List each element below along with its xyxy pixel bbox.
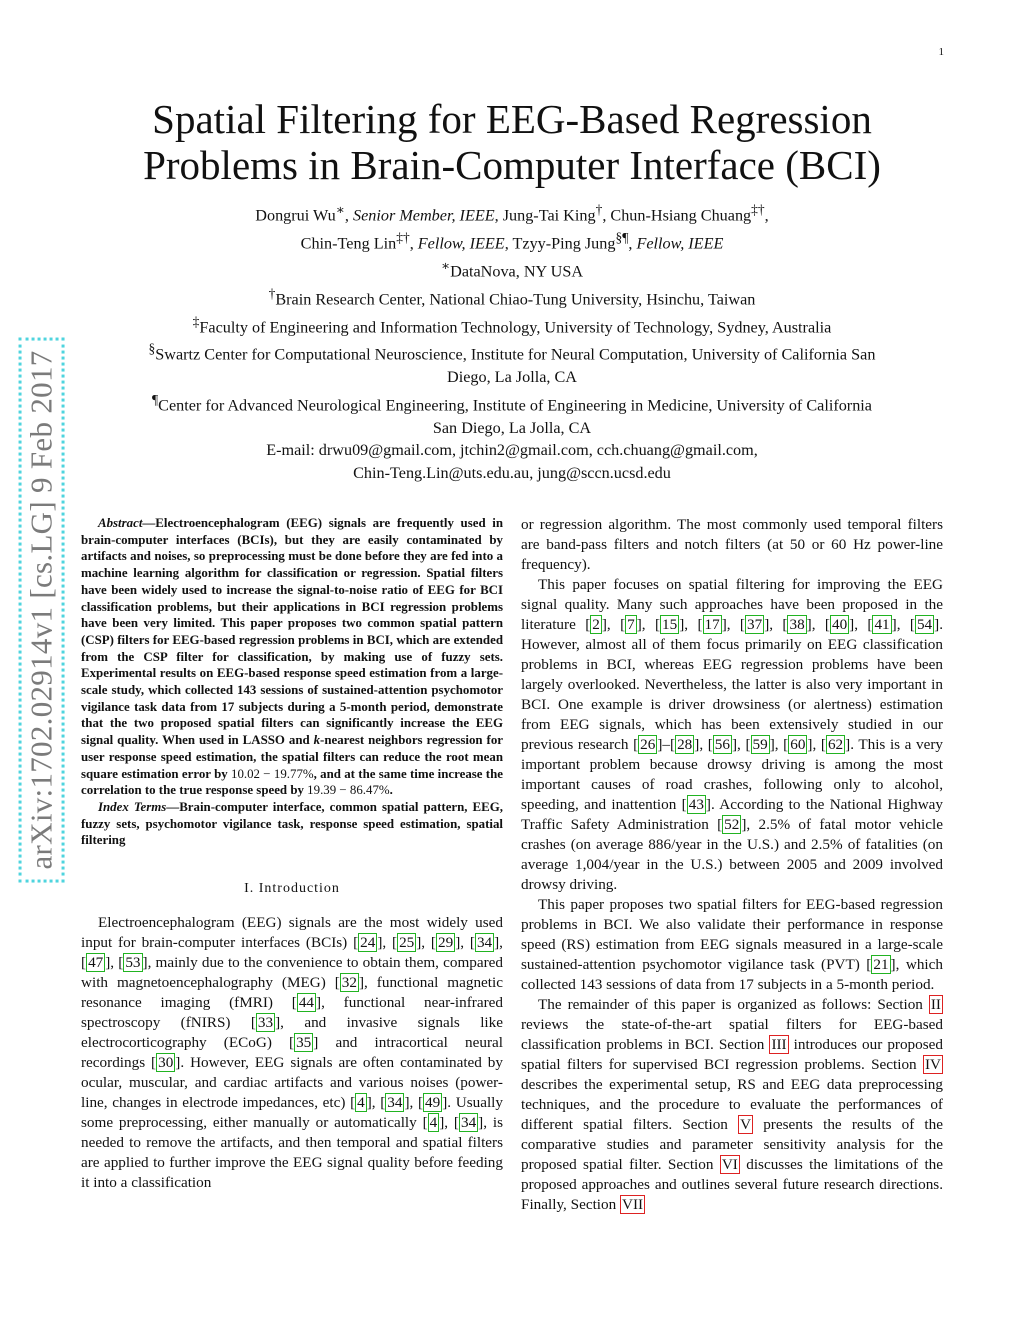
citation-link[interactable]: 41 — [874, 616, 890, 633]
citation-link[interactable]: 43 — [688, 796, 704, 813]
citation-link[interactable]: 47 — [88, 954, 104, 972]
citation-link[interactable]: 34 — [460, 1114, 477, 1132]
citation-link[interactable]: 49 — [425, 1094, 441, 1112]
body-paragraph: This paper focuses on spatial filtering for improving the EEG signal quality. Many such approaches have been proposed in the literature [ 2 ], [ 7 ], [ 15 ], [ 17 ], [ 37 ], [ 38 ], [ 40 ], [ 41 ], [ 54 ]. However, almost all of them focus primarily on EEG classification problems in BCI, whereas EEG regression problems have been largely overlooked. Nevertheless, the latter is also very important in BCI. One example is driver drowsiness (or alertness) estimation from EEG signals, which has been extensively studied in our previous research [ 26 ]–[ 28 ], [ 56 ], [ 59 ], [ 60 ], [ 62 ]. This is a very important problem because drowsy driving is among the most important causes of road crashes, following only to alcohol, speeding, and inattention [ 43 ]. According to the National Highway Traffic Safety Administration [ 52 ], 2.5% of fatal motor vehicle crashes (on average 886/year in the U.S.) and 2.5% of fatalities (on average 1,004/year in the U.S.) between 2005 and 2009 involved drowsy driving. — [521, 576, 944, 893]
citation-link[interactable]: 17 — [704, 616, 720, 633]
author-name: Chun-Hsiang Chuang — [610, 206, 752, 225]
citation-link[interactable]: 7 — [627, 616, 635, 633]
arxiv-stamp-text[interactable]: arXiv:1702.02914v1 [cs.LG] 9 Feb 2017 — [19, 337, 65, 882]
citation-link[interactable]: 26 — [640, 736, 656, 753]
affiliation: †Brain Research Center, National Chiao-Tung University, Hsinchu, Taiwan — [268, 285, 756, 309]
affiliation: ¶Center for Advanced Neurological Engineering, Institute of Engineering in Medicine, University of California — [152, 391, 872, 415]
citation-link[interactable]: 34 — [476, 934, 493, 952]
body-paragraph: The remainder of this paper is organized as follows: Section II reviews the state-of-the-art spatial filters for EEG-based classification problems in BCI. Section III introduces our proposed spatial filters for supervised BCI regression problems. Section IV describes the experimental setup, RS and EEG data preprocessing techniques, and the procedure to evaluate the performances of different spatial filters. Section V presents the results of the comparative studies and parameter sensitivity analysis for the proposed spatial filter. Section VI discusses the limitations of the proposed approaches and outlines several future research directions. Finally, Section VII — [521, 996, 943, 1213]
author-line-2: Chin-Teng Lin‡†, Fellow, IEEE, Tzyy-Ping Jung§¶, Fellow, IEEE — [300, 229, 724, 253]
section-link[interactable]: V — [740, 1116, 752, 1133]
body-paragraph: or regression algorithm. The most commonly used temporal filters are band-pass filters and notch filters (at 50 or 60 Hz power-line frequency). — [521, 516, 943, 573]
citation-link[interactable]: 25 — [399, 934, 415, 952]
arxiv-stamp — [14, 320, 70, 900]
citation-link[interactable]: 29 — [438, 934, 454, 952]
section-link[interactable]: VI — [721, 1156, 738, 1173]
affiliation: ∗DataNova, NY USA — [440, 257, 584, 281]
abstract: Abstract—Electroencephalogram (EEG) signals are frequently used in brain-computer interfaces (BCIs), but they are easily contaminated by artifacts and noises, so preprocessing must be done before they are fed into a machine learning algorithm for classification or regression. Spatial filters have been widely used to increase the signal-to-noise ratio of EEG for BCI classification problems, but their applications in BCI regression problems have been very limited. This paper proposes two common spatial pattern (CSP) filters for EEG-based regression problems in BCI, which are extended from the CSP filter for classification, by making use of fuzzy sets. Experimental results on EEG-based response speed estimation from a large-scale study, which collected 143 sessions of sustained-attention psychomotor vigilance task data from 17 subjects during a 5-month period, demonstrate that the two proposed spatial filters can significantly increase the EEG signal quality. When used in LASSO and k-nearest neighbors regression for user response speed estimation, the spatial filters can reduce the root mean square estimation error by 10.02 − 19.77%, and at the same time increase the correlation to the true response speed by 19.39 − 86.47%. — [81, 516, 503, 798]
section-heading: I. Introduction — [244, 881, 340, 897]
author-role: Fellow, IEEE — [417, 234, 505, 253]
index-terms-label: Index Terms — [98, 799, 167, 814]
citation-link[interactable]: 15 — [662, 616, 678, 633]
title-line-2: Problems in Brain-Computer Interface (BCI) — [143, 142, 881, 188]
citation-link[interactable]: 21 — [873, 956, 889, 973]
author-name: Chin-Teng Lin — [300, 234, 397, 253]
intro-paragraph: Electroencephalogram (EEG) signals are the most widely used input for brain-computer interfaces (BCIs) [ 24 ], [ 25 ], [ 29 ], [ 34 ], [ 47 ], [ 53 ], mainly due to the convenience to obtain them, compared with magnetoencephalography (MEG) [ 32 ], functional magnetic resonance imaging (fMRI) [ 44 ], functional near-infrared spectroscopy (fNIRS) [ 33 ], and invasive signals like electrocorticography (ECoG) [ 35 ] and intracortical neural recordings [ 30 ]. However, EEG signals are often contaminated by ocular, muscular, and cardiac artifacts and various noises (power-line, changes in electrode impedances, etc) [ 4 ], [ 34 ], [ 49 ]. Usually some preprocessing, either manually or automatically [ 4 ], [ 34 ], is needed to remove the artifacts, and then temporal and spatial filters are applied to further improve the EEG signal quality before feeding it into a classification — [81, 914, 503, 1192]
citation-link[interactable]: 34 — [387, 1094, 403, 1112]
author-line-1: Dongrui Wu∗, Senior Member, IEEE, Jung-Tai King†, Chun-Hsiang Chuang‡†, — [255, 202, 769, 225]
author-name: Tzyy-Ping Jung — [512, 234, 616, 253]
citation-link[interactable]: 30 — [158, 1054, 174, 1072]
left-column — [81, 515, 503, 1193]
page-number: 1 — [938, 46, 944, 58]
section-link[interactable]: II — [930, 996, 941, 1013]
affiliation: Diego, La Jolla, CA — [447, 368, 577, 387]
citation-link[interactable]: 28 — [677, 736, 693, 753]
email-line[interactable]: Chin-Teng.Lin@uts.edu.au, jung@sccn.ucsd.edu — [353, 463, 671, 482]
citation-link[interactable]: 4 — [429, 1114, 438, 1132]
section-link[interactable]: VII — [622, 1196, 644, 1213]
citation-link[interactable]: 32 — [341, 974, 357, 992]
section-link[interactable]: III — [771, 1036, 787, 1053]
citation-link[interactable]: 44 — [298, 994, 315, 1012]
author-role: Fellow, IEEE — [636, 234, 724, 253]
citation-link[interactable]: 60 — [790, 736, 806, 753]
index-terms: Index Terms—Brain-computer interface, common spatial pattern, EEG, fuzzy sets, psychomotor vigilance task, response speed estimation, spatial filtering — [81, 799, 503, 848]
author-role: Senior Member, IEEE — [353, 206, 495, 225]
citation-link[interactable]: 33 — [257, 1014, 274, 1032]
title-line-1: Spatial Filtering for EEG-Based Regression — [152, 96, 872, 142]
citation-link[interactable]: 40 — [831, 616, 848, 633]
paper-title — [80, 96, 944, 188]
author-name: Jung-Tai King — [502, 206, 596, 225]
email-line[interactable]: E-mail: drwu09@gmail.com, jtchin2@gmail.com, cch.chuang@gmail.com, — [266, 441, 758, 460]
citation-link[interactable]: 35 — [296, 1034, 312, 1052]
citation-link[interactable]: 24 — [360, 934, 376, 952]
affiliation: San Diego, La Jolla, CA — [432, 418, 592, 437]
author-block — [80, 199, 944, 484]
author-name: Dongrui Wu — [255, 206, 336, 225]
citation-link[interactable]: 53 — [125, 954, 141, 972]
abstract-label: Abstract — [98, 516, 143, 530]
citation-link[interactable]: 54 — [916, 616, 933, 633]
citation-link[interactable]: 4 — [357, 1094, 365, 1112]
citation-link[interactable]: 62 — [827, 736, 844, 753]
citation-link[interactable]: 38 — [789, 616, 805, 633]
citation-link[interactable]: 59 — [752, 736, 768, 753]
citation-link[interactable]: 52 — [724, 816, 740, 833]
citation-link[interactable]: 56 — [714, 736, 730, 753]
citation-link[interactable]: 2 — [592, 616, 600, 633]
section-link[interactable]: IV — [924, 1056, 941, 1073]
affiliation: ‡Faculty of Engineering and Information Technology, University of Technology, Sydney, Australia — [192, 313, 832, 336]
affiliation: §Swartz Center for Computational Neuroscience, Institute for Neural Computation, University of California San — [148, 341, 876, 364]
body-paragraph: This paper proposes two spatial filters for EEG-based regression problems in BCI. We also validate their performance in response speed (RS) estimation from EEG signals measured in a large-scale sustained-attention psychomotor vigilance task (PVT) [ 21 ], which collected 143 sessions of data from 17 subjects in a 5-month period. — [521, 896, 943, 993]
citation-link[interactable]: 37 — [747, 616, 763, 633]
right-column — [521, 515, 943, 1215]
